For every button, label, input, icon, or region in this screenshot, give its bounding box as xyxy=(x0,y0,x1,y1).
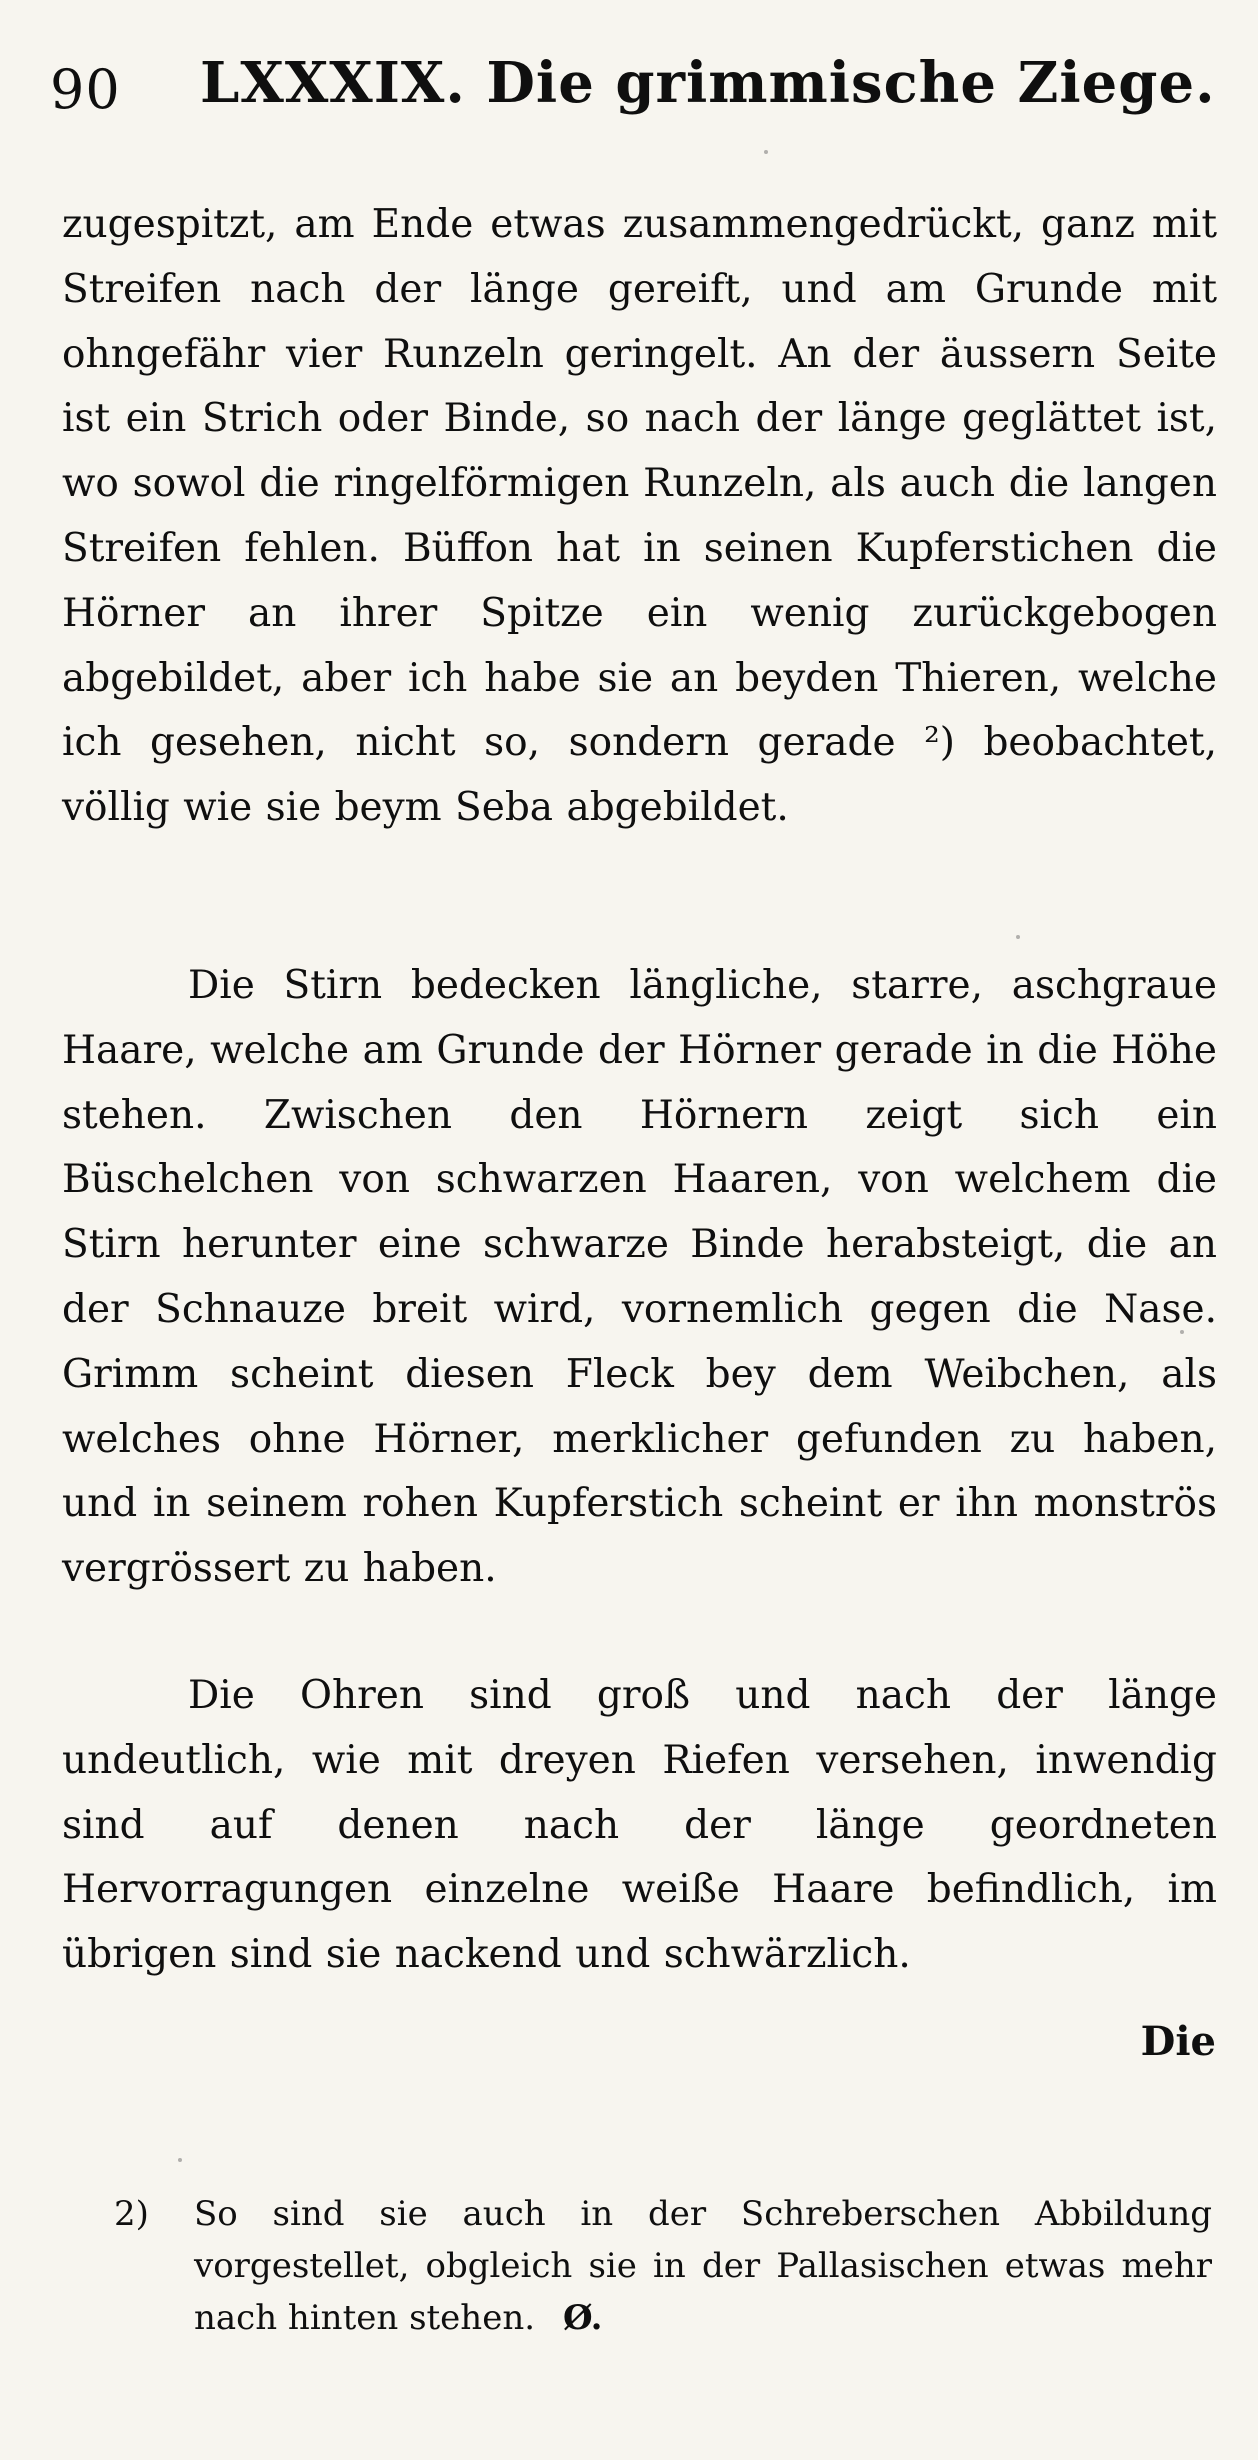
paper-speck xyxy=(1016,935,1020,939)
running-title: LXXXIX. Die grimmische Ziege. xyxy=(200,50,1216,116)
page-number: 90 xyxy=(50,58,121,121)
paragraph-forehead-description xyxy=(62,954,1217,1602)
paragraph-text: Die Ohren sind groß und nach der länge undeutlich, wie mit dreyen Riefen versehen, inwendig sind auf denen nach der länge geordneten Hervorragungen einzelne weiße Haare befindlich, im übrigen sind sie nackend und schwärzlich. xyxy=(62,1673,1217,1978)
paragraph-ears-description xyxy=(62,1664,1217,1988)
paragraph-horn-description xyxy=(62,193,1217,841)
footnote xyxy=(114,2188,1212,2344)
paragraph-text: Die Stirn bedecken längliche, starre, aschgraue Haare, welche am Grunde der Hörner gerade in die Höhe stehen. Zwischen den Hörnern zeigt sich ein Büschelchen von schwarzen Haaren, von welchem die Stirn herunter eine schwarze Binde herabsteigt, die an der Schnauze breit wird, vornemlich gegen die Nase. Grimm scheint diesen Fleck bey dem Weibchen, als welches ohne Hörner, merklicher gefunden zu haben, und in seinem rohen Kupferstich scheint er ihn monströs vergrössert zu haben. xyxy=(62,963,1217,1592)
paper-speck xyxy=(1180,1330,1184,1334)
paper-speck xyxy=(178,2158,182,2162)
footnote-text-block xyxy=(122,2188,1212,2344)
footnote-signature: Ø. xyxy=(563,2298,603,2338)
catchword: Die xyxy=(1140,2018,1216,2065)
paper-speck xyxy=(764,150,768,154)
footnote-marker: 2) xyxy=(114,2194,149,2234)
paragraph-text: zugespitzt, am Ende etwas zusammengedrückt, ganz mit Streifen nach der länge gereift, und am Grunde mit ohngefähr vier Runzeln geringelt. An der äussern Seite ist ein Strich oder Binde, so nach der länge geglättet ist, wo sowol die ringelförmigen Runzeln, als auch die langen Streifen fehlen. Büffon hat in seinen Kupferstichen die Hörner an ihrer Spitze ein wenig zurückgebogen abgebildet, aber ich habe sie an beyden Thieren, welche ich gesehen, nicht so, sondern gerade ²) beobachtet, völlig wie sie beym Seba abgebildet. xyxy=(62,202,1217,831)
page-header xyxy=(50,50,1216,150)
footnote-text: So sind sie auch in der Schreberschen Abbildung vorgestellet, obgleich sie in der Pallasischen etwas mehr nach hinten stehen. xyxy=(194,2194,1212,2338)
